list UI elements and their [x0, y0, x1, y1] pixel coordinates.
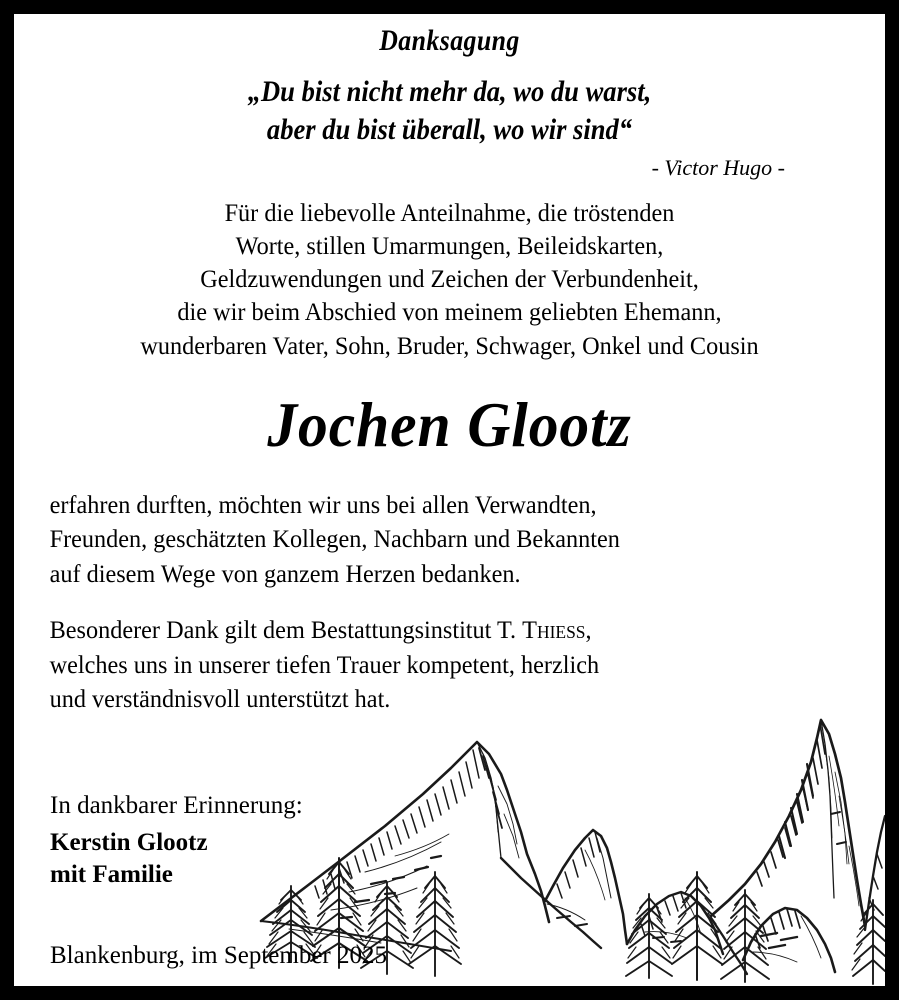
thanks-line-1: erfahren durften, möchten wir uns bei allen Verwandten, [49, 491, 597, 519]
funeral-home-paragraph [36, 614, 838, 718]
memorial-quote [77, 74, 821, 150]
funeral-home-line-3: und verständnisvoll unterstützt hat. [49, 686, 391, 714]
signature-block [50, 790, 303, 892]
thanks-line-2: Freunden, geschätzten Kollegen, Nachbarn und Bekannten [49, 526, 620, 554]
quote-line-1: „Du bist nicht mehr da, wo du warst, [247, 76, 652, 108]
intro-line-3: Geldzuwendungen und Zeichen der Verbundenheit, [200, 266, 699, 293]
funeral-home-line-1-post: , [585, 617, 592, 645]
deceased-name: Jochen Glootz [267, 388, 632, 460]
notice-inner-frame [14, 14, 885, 986]
place-and-date: Blankenburg, im September 2025 [50, 942, 387, 969]
thanks-line-3: auf diesem Wege von ganzem Herzen bedanken. [49, 560, 521, 588]
quote-attribution: - Victor Hugo - [651, 154, 785, 180]
funeral-home-name: Thieß [522, 617, 586, 645]
intro-line-1: Für die liebevolle Anteilnahme, die tröstenden [224, 199, 675, 227]
intro-line-2: Worte, stillen Umarmungen, Beileidskarten, [235, 232, 664, 260]
notice-title: Danksagung [379, 24, 520, 57]
intro-paragraph [48, 197, 850, 363]
intro-line-4: die wir beim Abschied von meinem geliebten Ehemann, [177, 299, 722, 327]
signature-intro: In dankbarer Erinnerung: [50, 792, 303, 819]
funeral-home-line-1 [50, 614, 839, 649]
signatory-name: Kerstin Glootz [50, 828, 208, 856]
funeral-home-line-1-pre: Besonderer Dank gilt dem Bestattungsinstitut T. [49, 617, 523, 645]
quote-line-2: aber du bist überall, wo wir sind“ [266, 113, 633, 146]
funeral-home-line-2: welches uns in unserer tiefen Trauer kompetent, herzlich [49, 651, 600, 679]
thanks-paragraph [36, 489, 838, 593]
signatory-family: mit Familie [50, 861, 173, 888]
intro-line-5: wunderbaren Vater, Sohn, Bruder, Schwager, Onkel und Cousin [140, 332, 759, 360]
